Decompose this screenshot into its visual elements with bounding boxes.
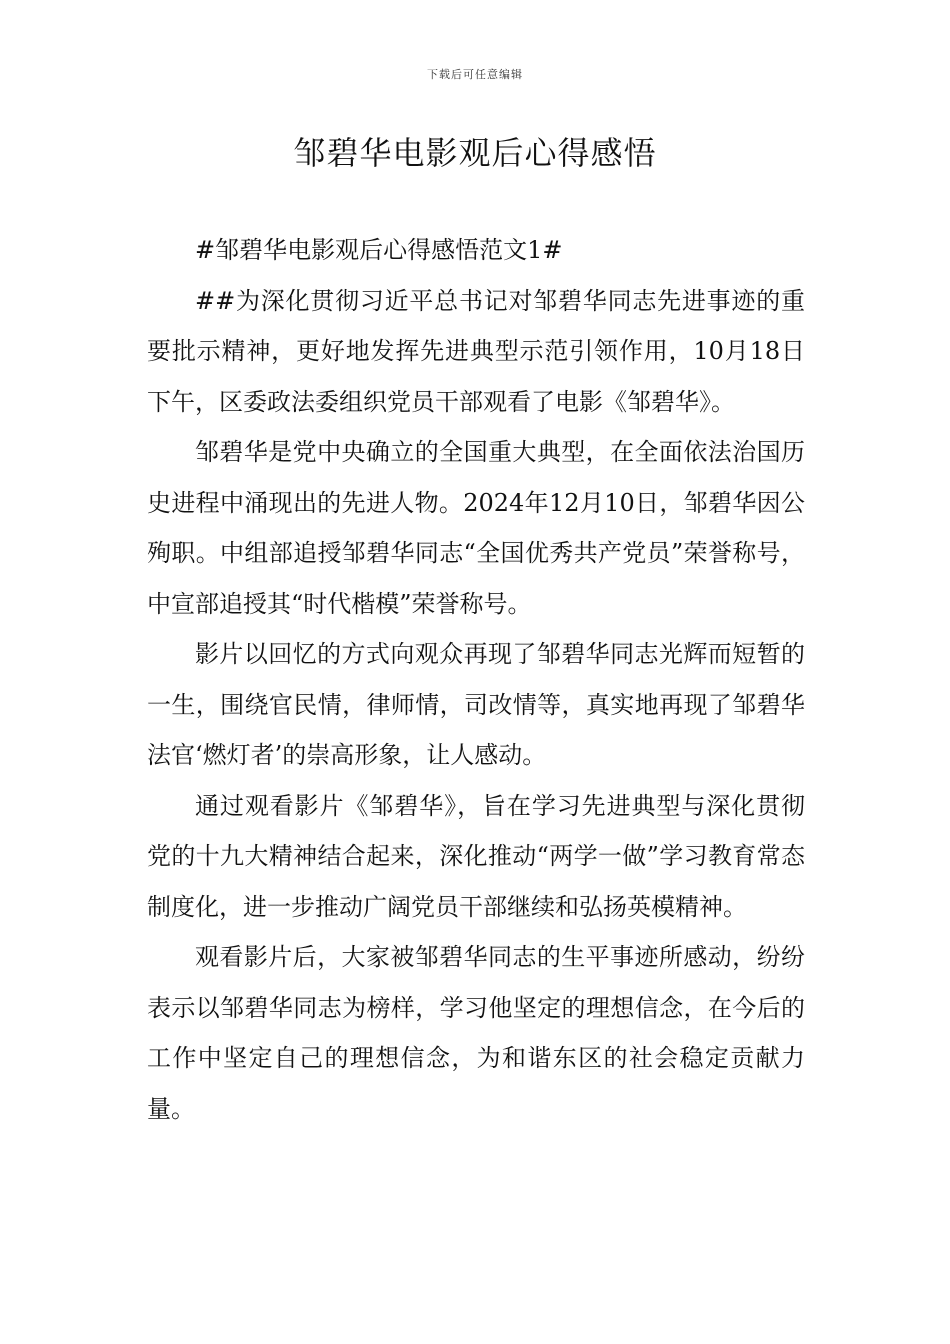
paragraph-intro: ##为深化贯彻习近平总书记对邹碧华同志先进事迹的重要批示精神，更好地发挥先进典型示范引领作用，10月18日下午，区委政法委组织党员干部观看了电影《邹碧华》。	[147, 286, 805, 416]
header-note: 下载后可任意编辑	[427, 68, 523, 81]
document-title: 邹碧华电影观后心得感悟	[293, 134, 657, 172]
paragraph-film-content: 影片以回忆的方式向观众再现了邹碧华同志光辉而短暂的一生，围绕官民情，律师情，司改情等，真实地再现了邹碧华法官‘燃灯者’的崇高形象，让人感动。	[147, 640, 805, 769]
paragraph-background: 邹碧华是党中央确立的全国重大典型，在全面依法治国历史进程中涌现出的先进人物。2024年12月10日，邹碧华因公殉职。中组部追授邹碧华同志“全国优秀共产党员”荣誉称号，中宣部追授其“时代楷模”荣誉称号。	[147, 438, 805, 618]
paragraph-section-heading: #邹碧华电影观后心得感悟范文1#	[195, 236, 563, 264]
document-body	[147, 225, 805, 1134]
paragraph-purpose: 通过观看影片《邹碧华》，旨在学习先进典型与深化贯彻党的十九大精神结合起来，深化推动“两学一做”学习教育常态制度化，进一步推动广阔党员干部继续和弘扬英模精神。	[147, 791, 805, 921]
paragraph-reflection: 观看影片后，大家被邹碧华同志的生平事迹所感动，纷纷表示以邹碧华同志为榜样，学习他坚定的理想信念，在今后的工作中坚定自己的理想信念，为和谐东区的社会稳定贡献力量。	[147, 943, 805, 1123]
